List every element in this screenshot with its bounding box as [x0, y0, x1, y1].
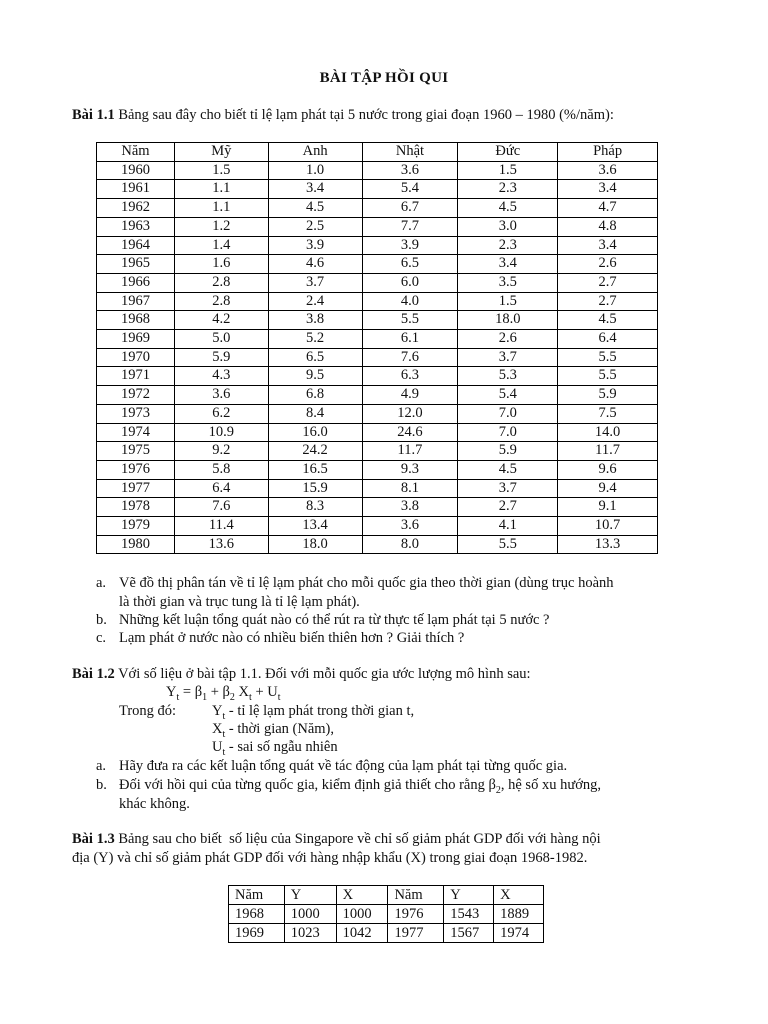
page-title: BÀI TẬP HỒI QUI [319, 70, 449, 86]
table-row-cell: 4.0 [362, 292, 458, 311]
table-row [97, 535, 658, 554]
inflation-table [96, 142, 658, 554]
table-row [97, 330, 658, 349]
ex12-item-a-label: a. [96, 758, 107, 774]
table-row-cell: 1.5 [458, 161, 558, 180]
table-row-cell: 6.2 [174, 404, 268, 423]
table-row-cell: 8.1 [362, 479, 458, 498]
model-beta1: β [194, 684, 203, 700]
table-row-cell: 1.0 [268, 161, 362, 180]
table-row-cell: 2.8 [174, 292, 268, 311]
table-row-cell: 7.6 [174, 498, 268, 517]
table-row-cell: 6.7 [362, 199, 458, 218]
table-row-cell: 18.0 [268, 535, 362, 554]
table-row-cell: 4.9 [362, 386, 458, 405]
table-row-cell: 1976 [97, 460, 175, 479]
table-row-cell: 1977 [97, 479, 175, 498]
table-header-row [97, 143, 658, 162]
table-header-row-cell: Năm [388, 886, 444, 905]
table-row [97, 423, 658, 442]
ex12-item-b-label: b. [96, 777, 107, 793]
table-row-cell: 13.6 [174, 535, 268, 554]
table-header-row-cell: Năm [97, 143, 175, 162]
table-row-cell: 1969 [97, 330, 175, 349]
table-row-cell: 5.2 [268, 330, 362, 349]
table-row-cell: 18.0 [458, 311, 558, 330]
ex13-label: Bài 1.3 [72, 831, 115, 847]
table-row [97, 460, 658, 479]
model-plus2: + U [251, 684, 278, 700]
table-row-cell: 4.6 [268, 255, 362, 274]
table-row-cell: 1972 [97, 386, 175, 405]
table-row-cell: 5.5 [458, 535, 558, 554]
model-beta2: β [222, 684, 230, 700]
table-row-cell: 13.4 [268, 517, 362, 536]
table-row-cell: 7.0 [458, 423, 558, 442]
table-row-cell: 4.5 [458, 199, 558, 218]
table-row-cell: 8.4 [268, 404, 362, 423]
definition-text: - thời gian (Năm), [225, 721, 335, 737]
ex13-intro-line1 [72, 831, 601, 848]
table-row-cell: 3.4 [558, 180, 658, 199]
ex11-item-text: Vẽ đồ thị phân tán về tỉ lệ lạm phát cho mỗi quốc gia theo thời gian (dùng trục hoành [119, 575, 614, 591]
table-row-cell: 6.8 [268, 386, 362, 405]
table-row-cell: 1000 [284, 905, 336, 924]
table-row-cell: 9.4 [558, 479, 658, 498]
model-y-sub: t [176, 691, 180, 703]
ex11-intro-text: Bảng sau đây cho biết tỉ lệ lạm phát tại 5 nước trong giai đoạn 1960 – 1980 (%/năm): [114, 107, 614, 123]
table-row-cell: 5.9 [558, 386, 658, 405]
table-row-cell: 5.9 [458, 442, 558, 461]
table-row-cell: 11.7 [362, 442, 458, 461]
table-row [97, 367, 658, 386]
definition-symbol: Y [212, 703, 223, 719]
table-row-cell: 1970 [97, 348, 175, 367]
table-header-row-cell: Anh [268, 143, 362, 162]
table-row-cell: 7.7 [362, 217, 458, 236]
table-row-cell: 1969 [229, 924, 285, 943]
where-label: Trong đó: [119, 703, 177, 719]
table-row-cell: 1968 [97, 311, 175, 330]
table-row-cell: 9.2 [174, 442, 268, 461]
table-row [97, 404, 658, 423]
table-row-cell: 1963 [97, 217, 175, 236]
table-row-cell: 3.7 [458, 348, 558, 367]
table-row-cell: 3.6 [362, 517, 458, 536]
table-row-cell: 1976 [388, 905, 444, 924]
table-row-cell: 5.5 [558, 367, 658, 386]
table-row-cell: 1965 [97, 255, 175, 274]
ex11-intro [72, 107, 614, 124]
table-row-cell: 1973 [97, 404, 175, 423]
table-row-cell: 5.9 [174, 348, 268, 367]
table-row-cell: 4.2 [174, 311, 268, 330]
definition-row [212, 721, 334, 740]
table-row-cell: 24.6 [362, 423, 458, 442]
table-row-cell: 1966 [97, 273, 175, 292]
table-row-cell: 1968 [229, 905, 285, 924]
table-row-cell: 3.4 [458, 255, 558, 274]
ex11-item-text: là thời gian và trục tung là tỉ lệ lạm phát). [119, 594, 360, 610]
table-row-cell: 4.5 [268, 199, 362, 218]
ex12-intro-text: Với số liệu ở bài tập 1.1. Đối với mỗi quốc gia ước lượng mô hình sau: [114, 666, 531, 682]
model-beta1-sub: 1 [202, 691, 208, 703]
table-row [97, 199, 658, 218]
table-row-cell: 1974 [494, 924, 544, 943]
table-row-cell: 24.2 [268, 442, 362, 461]
table-row-cell: 1567 [444, 924, 494, 943]
ex11-item-label: b. [96, 612, 107, 628]
definition-sub: t [222, 728, 226, 740]
table-row-cell: 5.5 [558, 348, 658, 367]
table-row-cell: 1000 [336, 905, 388, 924]
table-row-cell: 10.7 [558, 517, 658, 536]
table-row-cell: 6.4 [174, 479, 268, 498]
definition-symbol: U [212, 739, 223, 755]
ex12-item-b-text-b: , hệ số xu hướng, [500, 777, 601, 793]
table-header-row-cell: Pháp [558, 143, 658, 162]
table-row-cell: 1977 [388, 924, 444, 943]
table-row-cell: 2.6 [558, 255, 658, 274]
table-row-cell: 8.0 [362, 535, 458, 554]
table-row [97, 273, 658, 292]
ex12-intro [72, 666, 531, 683]
table-row [97, 217, 658, 236]
table-row-cell: 3.8 [362, 498, 458, 517]
table-row-cell: 1.4 [174, 236, 268, 255]
ex11-item-label: a. [96, 575, 107, 591]
table-row-cell: 3.4 [558, 236, 658, 255]
table-row-cell: 3.6 [174, 386, 268, 405]
table-row-cell: 4.3 [174, 367, 268, 386]
table-row-cell: 7.6 [362, 348, 458, 367]
table-row-cell: 1960 [97, 161, 175, 180]
ex12-item-b-text-a: Đối với hồi qui của từng quốc gia, kiểm định giả thiết cho rằng β [119, 777, 496, 793]
table-row-cell: 3.8 [268, 311, 362, 330]
table-row-cell: 16.5 [268, 460, 362, 479]
table-row-cell: 5.4 [362, 180, 458, 199]
table-row [97, 311, 658, 330]
table-row-cell: 10.9 [174, 423, 268, 442]
table-row-cell: 1023 [284, 924, 336, 943]
table-row-cell: 1.1 [174, 199, 268, 218]
table-row [97, 479, 658, 498]
singapore-table [228, 885, 544, 943]
table-header-row-cell: X [336, 886, 388, 905]
table-row-cell: 5.4 [458, 386, 558, 405]
table-row-cell: 2.7 [558, 292, 658, 311]
ex12-item-b-line1 [119, 777, 601, 796]
table-row [97, 180, 658, 199]
definition-text: - sai số ngẫu nhiên [225, 739, 338, 755]
table-row-cell: 3.9 [362, 236, 458, 255]
table-row-cell: 3.0 [458, 217, 558, 236]
table-row-cell: 4.8 [558, 217, 658, 236]
table-row-cell: 6.5 [268, 348, 362, 367]
table-row-cell: 1978 [97, 498, 175, 517]
table-row [97, 498, 658, 517]
table-row-cell: 3.9 [268, 236, 362, 255]
table-row-cell: 11.7 [558, 442, 658, 461]
definition-sub: t [222, 710, 226, 722]
table-row-cell: 5.5 [362, 311, 458, 330]
table-row-cell: 3.4 [268, 180, 362, 199]
regression-model [166, 684, 281, 703]
model-u-sub: t [277, 691, 281, 703]
ex11-item-label: c. [96, 630, 107, 646]
table-row-cell: 9.3 [362, 460, 458, 479]
table-row-cell: 6.1 [362, 330, 458, 349]
table-row-cell: 11.4 [174, 517, 268, 536]
table-row-cell: 5.8 [174, 460, 268, 479]
table-row-cell: 1543 [444, 905, 494, 924]
table-row [97, 161, 658, 180]
table-row-cell: 4.5 [458, 460, 558, 479]
table-row-cell: 2.5 [268, 217, 362, 236]
table-row [97, 348, 658, 367]
table-row-cell: 7.0 [458, 404, 558, 423]
table-row-cell: 12.0 [362, 404, 458, 423]
table-row-cell: 7.5 [558, 404, 658, 423]
table-row-cell: 1974 [97, 423, 175, 442]
table-row-cell: 9.6 [558, 460, 658, 479]
table-row-cell: 4.1 [458, 517, 558, 536]
table-row-cell: 1.6 [174, 255, 268, 274]
table-row [97, 255, 658, 274]
table-row-cell: 3.5 [458, 273, 558, 292]
table-row-cell: 4.7 [558, 199, 658, 218]
table-row-cell: 1.2 [174, 217, 268, 236]
table-row-cell: 3.7 [268, 273, 362, 292]
table-row-cell: 3.7 [458, 479, 558, 498]
table-header-row [229, 886, 544, 905]
definition-symbol: X [212, 721, 223, 737]
ex12-label: Bài 1.2 [72, 666, 115, 682]
model-x-sub: t [249, 691, 252, 703]
table-row-cell: 1889 [494, 905, 544, 924]
table-row-cell: 13.3 [558, 535, 658, 554]
ex11-item-text: Những kết luận tổng quát nào có thể rút ra từ thực tế lạm phát tại 5 nước ? [119, 612, 550, 628]
table-row-cell: 14.0 [558, 423, 658, 442]
table-row-cell: 9.5 [268, 367, 362, 386]
table-row-cell: 4.5 [558, 311, 658, 330]
table-row-cell: 1962 [97, 199, 175, 218]
table-row-cell: 1.5 [458, 292, 558, 311]
table-row-cell: 2.3 [458, 236, 558, 255]
model-plus1: + [207, 684, 223, 700]
table-header-row-cell: Y [444, 886, 494, 905]
table-row-cell: 3.6 [558, 161, 658, 180]
table-row [229, 924, 544, 943]
table-row [229, 905, 544, 924]
table-row-cell: 1042 [336, 924, 388, 943]
table-row-cell: 16.0 [268, 423, 362, 442]
table-row-cell: 5.3 [458, 367, 558, 386]
table-row [97, 292, 658, 311]
table-row-cell: 2.7 [458, 498, 558, 517]
table-row-cell: 2.7 [558, 273, 658, 292]
table-row-cell: 8.3 [268, 498, 362, 517]
model-y: Y [166, 684, 177, 700]
definition-row [212, 739, 338, 758]
ex12-item-b-line2: khác không. [119, 796, 190, 812]
ex13-intro-line2: địa (Y) và chỉ số giảm phát GDP đối với hàng nhập khẩu (X) trong giai đoạn 1968-1982. [72, 850, 588, 866]
table-row-cell: 2.6 [458, 330, 558, 349]
ex11-label: Bài 1.1 [72, 107, 115, 123]
definition-text: - tỉ lệ lạm phát trong thời gian t, [225, 703, 415, 719]
model-x: X [234, 684, 250, 700]
table-row-cell: 1.1 [174, 180, 268, 199]
table-header-row-cell: Nhật [362, 143, 458, 162]
table-row-cell: 5.0 [174, 330, 268, 349]
model-beta2-sub: 2 [229, 691, 235, 703]
definition-row [212, 703, 414, 722]
table-row-cell: 2.8 [174, 273, 268, 292]
table-header-row-cell: X [494, 886, 544, 905]
table-row-cell: 9.1 [558, 498, 658, 517]
table-row-cell: 15.9 [268, 479, 362, 498]
definition-sub: t [222, 746, 226, 758]
ex13-intro-text1: Bảng sau cho biết số liệu của Singapore về chỉ số giảm phát GDP đối với hàng nội [114, 831, 601, 847]
ex12-item-a-text: Hãy đưa ra các kết luận tổng quát về tác động của lạm phát tại từng quốc gia. [119, 758, 568, 774]
table-row-cell: 6.5 [362, 255, 458, 274]
table-row [97, 517, 658, 536]
ex12-item-b-sub: 2 [495, 784, 501, 796]
table-row-cell: 1961 [97, 180, 175, 199]
table-header-row-cell: Năm [229, 886, 285, 905]
table-header-row-cell: Mỹ [174, 143, 268, 162]
table-header-row-cell: Y [284, 886, 336, 905]
table-row [97, 236, 658, 255]
ex11-item-text: Lạm phát ở nước nào có nhiều biến thiên hơn ? Giải thích ? [119, 630, 465, 646]
table-row-cell: 1971 [97, 367, 175, 386]
model-eq: = [179, 684, 195, 700]
table-header-row-cell: Đức [458, 143, 558, 162]
table-row-cell: 2.4 [268, 292, 362, 311]
table-row-cell: 1975 [97, 442, 175, 461]
table-row-cell: 2.3 [458, 180, 558, 199]
table-row [97, 386, 658, 405]
table-row [97, 442, 658, 461]
table-row-cell: 1980 [97, 535, 175, 554]
table-row-cell: 3.6 [362, 161, 458, 180]
table-row-cell: 6.0 [362, 273, 458, 292]
table-row-cell: 6.4 [558, 330, 658, 349]
table-row-cell: 1.5 [174, 161, 268, 180]
table-row-cell: 1964 [97, 236, 175, 255]
table-row-cell: 1967 [97, 292, 175, 311]
table-row-cell: 6.3 [362, 367, 458, 386]
table-row-cell: 1979 [97, 517, 175, 536]
